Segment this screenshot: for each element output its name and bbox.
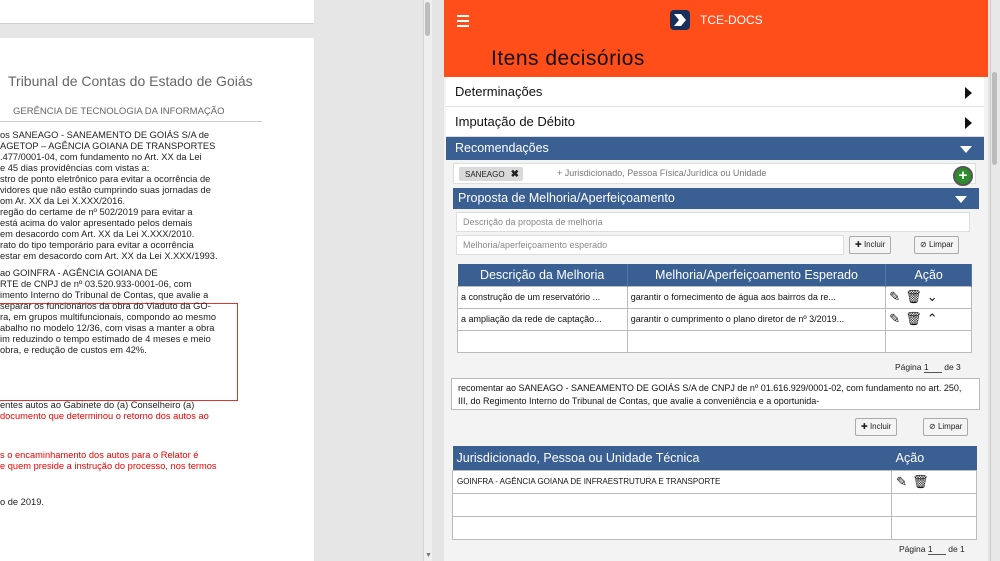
clear-icon: ⊘ bbox=[929, 422, 936, 431]
jurisdicionado-table bbox=[452, 446, 977, 540]
page-number-input[interactable]: 1 bbox=[928, 544, 946, 555]
proposal-description-input[interactable]: Descrição da proposta de melhoria bbox=[456, 212, 970, 232]
document-line: em desacordo com Art. XX da Lei X.XXX/2010. bbox=[0, 229, 195, 239]
table-cell: a ampliação da rede de captação... bbox=[458, 308, 628, 330]
tce-logo-icon bbox=[670, 10, 690, 30]
document-line: documento que determinou o retorno dos autos ao bbox=[0, 411, 209, 421]
edit-pencil-icon[interactable]: ✎ bbox=[889, 311, 901, 326]
column-header: Jurisdicionado, Pessoa ou Unidade Técnica bbox=[453, 446, 892, 470]
document-line: e quem preside a instrução do processo, nos termos bbox=[0, 461, 217, 471]
document-line: s o encaminhamento dos autos para o Relator é bbox=[0, 450, 199, 460]
proposal-header[interactable] bbox=[453, 188, 979, 209]
table-row bbox=[458, 286, 972, 308]
jurisdicionado-tag-input[interactable] bbox=[453, 163, 976, 184]
table-row bbox=[458, 308, 972, 330]
page-label: Página bbox=[899, 544, 926, 554]
add-plus-icon[interactable]: + bbox=[953, 166, 973, 186]
trash-icon[interactable]: 🗑 bbox=[912, 473, 929, 489]
document-line: RTE de CNPJ de nº 03.520.933-0001-06, com bbox=[0, 279, 192, 289]
table-row bbox=[453, 516, 977, 539]
document-line: os SANEAGO - SANEAMENTO DE GOIÁS S/A de bbox=[0, 130, 210, 140]
document-page bbox=[0, 38, 314, 561]
document-subtitle: GERÊNCIA DE TECNOLOGIA DA INFORMAÇÃO bbox=[13, 106, 225, 117]
section-label: Determinações bbox=[455, 84, 543, 99]
row-actions bbox=[886, 308, 972, 330]
row-actions bbox=[892, 470, 977, 493]
expected-improvement-input[interactable]: Melhoria/aperfeiçoamento esperado bbox=[456, 235, 844, 255]
document-viewer bbox=[0, 0, 432, 561]
document-line: abalho no modelo 12/36, com visas a manter a obra bbox=[0, 323, 215, 333]
document-line: entes autos ao Gabinete do (a) Conselheiro (a) bbox=[0, 400, 195, 410]
improvement-table bbox=[457, 264, 972, 353]
page-total: de 1 bbox=[948, 544, 965, 554]
document-line: stro de ponto eletrônico para evitar a ocorrência de bbox=[0, 174, 211, 184]
edit-pencil-icon[interactable]: ✎ bbox=[896, 473, 908, 489]
remove-tag-icon[interactable]: ✖ bbox=[510, 169, 519, 180]
chevron-up-icon[interactable]: ⌃ bbox=[926, 311, 938, 326]
chevron-down-icon[interactable]: ⌄ bbox=[926, 289, 938, 304]
section-determinacoes[interactable] bbox=[446, 77, 984, 107]
document-line: imento Interno do Tribunal de Contas, que avalie a bbox=[0, 290, 209, 300]
chevron-right-icon bbox=[965, 117, 972, 129]
trash-icon[interactable]: 🗑 bbox=[905, 289, 922, 304]
document-line: obra, e redução de custos em 42%. bbox=[0, 345, 147, 355]
tag-label: SANEAGO bbox=[465, 170, 505, 179]
tce-docs-app bbox=[444, 0, 988, 561]
column-header: Ação bbox=[886, 264, 972, 286]
recommendation-textarea[interactable]: recomentar ao SANEAGO - SANEAMENTO DE GOIÁS S/A de CNPJ de nº 01.616.929/0001-02, com fundamento no art. 250, III, do Regimento Interno do Tribunal de Contas, que avalie a conveniência e a oportunida- bbox=[451, 378, 980, 410]
section-recomendacoes[interactable] bbox=[446, 137, 984, 160]
scroll-down-icon[interactable]: ▼ bbox=[425, 552, 432, 559]
tag-chip bbox=[459, 167, 523, 181]
document-line: está acima do valor apresentado pelos demais bbox=[0, 218, 193, 228]
proposal-title: Proposta de Melhoria/Aperfeiçoamento bbox=[458, 191, 675, 205]
trash-icon[interactable]: 🗑 bbox=[905, 311, 922, 326]
scrollbar-thumb[interactable] bbox=[425, 2, 430, 36]
table-row bbox=[458, 330, 972, 352]
include-button[interactable] bbox=[855, 418, 897, 436]
plus-icon: ✚ bbox=[855, 240, 862, 249]
edit-pencil-icon[interactable]: ✎ bbox=[889, 289, 901, 304]
table-cell: garantir o fornecimento de água aos bairros da re... bbox=[627, 286, 886, 308]
include-label: Incluir bbox=[863, 240, 886, 249]
document-line: .477/0001-04, com fundamento no Art. XX da Lei bbox=[0, 152, 202, 162]
previous-page bbox=[0, 0, 314, 24]
plus-icon: ✚ bbox=[861, 422, 868, 431]
brand-name: TCE-DOCS bbox=[700, 13, 763, 27]
divider bbox=[0, 121, 262, 122]
include-label: Incluir bbox=[869, 422, 892, 431]
table-cell: garantir o cumprimento o plano diretor de nº 3/2019... bbox=[627, 308, 886, 330]
page-label: Página bbox=[895, 362, 922, 372]
page-title: Itens decisórios bbox=[491, 47, 645, 70]
document-line: AGETOP – AGÊNCIA GOIANA DE TRANSPORTES bbox=[0, 141, 216, 151]
clear-label: Limpar bbox=[928, 240, 954, 249]
table-row bbox=[453, 493, 977, 516]
document-line: om Ar. XX da Lei X.XXX/2016. bbox=[0, 196, 126, 206]
clear-icon: ⊘ bbox=[920, 240, 927, 249]
include-button[interactable] bbox=[849, 236, 891, 254]
column-header: Ação bbox=[892, 446, 977, 470]
document-line: o de 2019. bbox=[0, 497, 44, 507]
document-line: e 45 dias providências com vistas a: bbox=[0, 163, 150, 173]
document-line: regão do certame de nº 502/2019 para evitar a bbox=[0, 207, 193, 217]
page-number-input[interactable]: 1 bbox=[924, 362, 942, 373]
scrollbar[interactable] bbox=[423, 0, 432, 561]
top-bar bbox=[444, 0, 988, 77]
clear-button[interactable] bbox=[914, 236, 959, 254]
table-cell: GOINFRA - AGÊNCIA GOIANA DE INFRAESTRUTURA E TRANSPORTE bbox=[453, 470, 892, 493]
document-line: separar os funcionários da obra do Viaduto da GO- bbox=[0, 301, 211, 311]
column-header: Melhoria/Aperfeiçoamento Esperado bbox=[627, 264, 886, 286]
clear-label: Limpar bbox=[937, 422, 963, 431]
section-imputacao[interactable] bbox=[446, 107, 984, 137]
table-cell: a construção de um reservatório ... bbox=[458, 286, 628, 308]
document-title: Tribunal de Contas do Estado de Goiás bbox=[8, 73, 253, 89]
document-line: estar em desacordo com Art. XX da Lei X.XXX/1993. bbox=[0, 251, 218, 261]
pagination bbox=[895, 362, 961, 373]
document-line: im reduzindo o tempo estimado de 4 meses e meio bbox=[0, 334, 211, 344]
app-scrollbar-thumb[interactable] bbox=[992, 72, 997, 165]
chevron-down-icon bbox=[960, 146, 972, 153]
section-label: Recomendações bbox=[455, 141, 549, 155]
chevron-down-icon bbox=[955, 196, 967, 203]
clear-button[interactable] bbox=[923, 418, 968, 436]
section-label: Imputação de Débito bbox=[455, 114, 575, 129]
row-actions bbox=[886, 286, 972, 308]
column-header: Descrição da Melhoria bbox=[458, 264, 628, 286]
chevron-right-icon bbox=[965, 87, 972, 99]
document-line: vidores que não estão cumprindo suas jornadas de bbox=[0, 185, 211, 195]
tags-placeholder[interactable]: + Jurisdicionado, Pessoa Física/Jurídica ou Unidade bbox=[557, 168, 767, 178]
pagination bbox=[899, 544, 965, 555]
page-total: de 3 bbox=[944, 362, 961, 372]
document-line: rato do tipo temporário para evitar a ocorrência bbox=[0, 240, 194, 250]
document-line: ao GOINFRA - AGÊNCIA GOIANA DE bbox=[0, 268, 158, 278]
table-row bbox=[453, 470, 977, 493]
hamburger-menu-icon[interactable] bbox=[457, 15, 469, 30]
document-line: ra, em grupos multifuncionais, compondo ao mesmo bbox=[0, 312, 216, 322]
